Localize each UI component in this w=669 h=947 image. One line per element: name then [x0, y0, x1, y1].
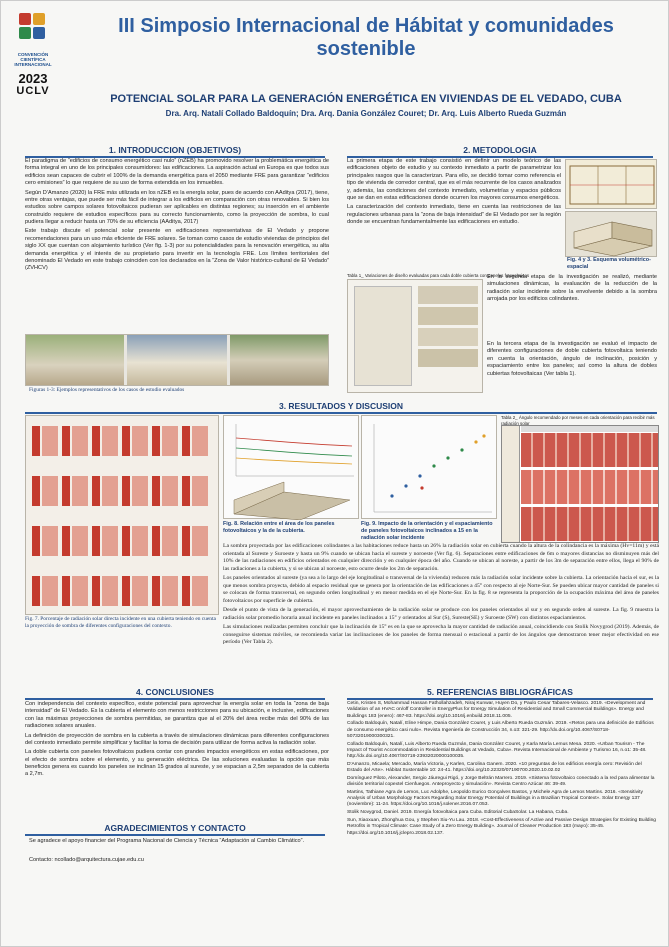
- fig8-caption: Fig. 8. Relación entre el área de los paneles fotovoltaicos y la de la cubierta.: [223, 521, 335, 534]
- logo-university: UCLV: [16, 84, 50, 97]
- fig8-chart: [223, 415, 359, 519]
- results-paragraph: La sombra proyectada por las edificaciones colindantes a las habitaciones reduce hasta un 26% la radiación solar en cubierta cuando la altura de la colindancia es la máxima (Hv=11m) y está orientada al Sureste y Suroeste y hasta un 9% cuando se ubican hacia el sureste y noroeste (Ver fig. 6). Separaciones entre edificaciones de 6m o mayores distancias no disminuyen más del 10% de las radiaciones en edificios orientados en cualquier dirección y en cualquier época del año. Cuando se ubican al noreste, a partir de los 3m de separación entre ellos, llega el 90% de las radiaciones a la cubierta, y si se ubican al noroeste, esto ocurre desde los 2m de separación.: [223, 543, 659, 572]
- table1-labels: [354, 286, 412, 386]
- symposium-title: III Simposio Internacional de Hábitat y comunidades sostenible: [118, 15, 614, 60]
- intro-text: [25, 158, 329, 330]
- fig4-plan-diagram: [565, 159, 657, 209]
- table1-diagram-4: [418, 349, 478, 367]
- results-paragraph: Los paneles orientados al sureste (ya sea a lo largo del eje longitudinal o transversal de la vivienda) reducen más la radiación solar incidente sobre la cubierta. La orientación hacia el sur, es la que menos sombra proyecta, debido al espacio residual que se genera por la orientación de las edificaciones a 45° con respecto al eje Norte-Sur. Se pueden ubicar mayor cantidad de paneles si se colocan de forma transversal, en segundo orden longitudinal y en menor medida en el eje Norte-Sur. En la fig. 8 se representa la proporción de la ocupación máxima del área de paneles fotovoltaicos por superficie de cubierta.: [223, 575, 659, 604]
- reference-item: Stolik Novygrod, Daniel. 2019. Energía fotovoltaica para Cuba. Editorial CubaSolar. La Habana, Cuba.: [347, 810, 569, 816]
- table2-recommended-angles: [501, 425, 659, 543]
- table1-diagram-2: [418, 307, 478, 325]
- table2-block-3: [521, 507, 658, 541]
- reference-item: Collado Baldoquín, Natalí, Luis Alberto Rueda Guzmán, Dania González Couret, y Karla María Lemus Mesa. 2020. «Urban Tourism - The Impact of Tourist Accommodation in Residential Buildings at Vedado, Cuba». Revista Internacional de Ambiente y Turismo 16, n.o1: 35-48. http://dx.doi.org/10.4067/S0718-23932020000100035.: [347, 741, 647, 760]
- method-heading: 2. METODOLOGIA: [347, 145, 653, 158]
- case-study-photos: [25, 334, 329, 386]
- intro-paragraph: Este trabajo discute el potencial solar presente en edificaciones representativas de El Vedado y propone recomendaciones para un uso más eficiente de FRE solares. Se toman como casos de estudio viviendas de principios del siglo XX que cuentan con alojamiento turístico (Ver fig. 1-3) por su potencialidades para la renovación energética, su alta demanda energética y el interés de su propietario para invertir en la tecnología FRE. Los límites territoriales del denominado El Vedado en este trabajo coinciden con los declarados en la “Zona de Valor histórico-cultural de El Vedado” (ZVHCV): [25, 228, 329, 272]
- volumetric-svg: [566, 212, 658, 258]
- reference-item: D'Amanzo, Micaela; Mercado, María Victoria, y Karlen, Carolina Ganem. 2020. «10 preguntas de los edificios energía cero: Revisión del Estado del Arte». Hábitat Sustentable 10: 24-41. https://doi.org/10.22320/07190700.2020.10.02.02: [347, 761, 642, 774]
- fig8-svg: [224, 416, 360, 520]
- reference-item: Sun, Xiaoxuan, Zhonghua Gou, y Stephen Siu-Yu Lau. 2018. «Cost-Effectiveness of Active and Passive Design Strategies for Existing Building Retrofits in Tropical Climate: Case Study of a Zero Energy Building». Journal of Cleaner Production 183 (mayo): 35-45. https://doi.org/10.1016/j.jclepro.2018.02.137.: [347, 818, 657, 836]
- logo-org-text: CONVENCIÓN CIENTÍFICA INTERNACIONAL: [14, 52, 52, 67]
- results-paragraph: Las simulaciones realizadas permiten concluir que la inclinación de 15° es en la que se aprovecha la mayor cantidad de radiación anual, coincidiendo con Stolik Novygrod (2019). Además, de conseguirse sistemas móviles, se recomienda variar las inclinaciones de los paneles de forma mensual o estacional a partir de los ángulos que demostraron tener mejor efectividad en ese período (Ver Tabla 2).: [223, 624, 659, 646]
- ack-text: Se agradece el apoyo financier del Programa Nacional de Ciencia y Técnica “Adaptación al Cambio Climático”.: [29, 838, 305, 844]
- contact-text: Contacto: ncollado@arquitectura.cujae.edu.cu: [29, 857, 144, 863]
- results-paragraph: Desde el punto de vista de la generación, el mayor aprovechamiento de la radiación solar se produce con los paneles orientados al sur y en segundo orden al sureste. La fig. 9 muestra la radiación solar promedio horaria anual incidente en paneles inclinados a 15° y orientados al Sur (S), Sureste(SE) y Suroeste (SW) con distintos espaciamientos.: [223, 607, 659, 621]
- conclusions-text: [25, 701, 329, 781]
- conclusions-heading: 4. CONCLUSIONES: [25, 687, 325, 700]
- method-paragraph: La caracterización del contexto inmediato, tiene en cuenta las restricciones de las regulaciones urbanas para la “zona de baja intensidad” de El Vedado por ser la región donde se encuentran fundamentalmente las edificaciones en estudio.: [347, 204, 561, 225]
- table2-header-row: [521, 426, 658, 432]
- intro-paragraph: El paradigma de “edificios de consumo energético casi nulo” (nZEB) ha promovido resolver la problemática energética de forma integral en uno de los principales consumidores: las edificaciones. La aspiración actual en Europa es que todos sus edificios sean capaces de cubrir el 100% de la demanda energética para el 2050 mediante FRE para garantizar “edificios cero emisiones” lo que requiere de su uso de forma extendida en los inmuebles.: [25, 158, 329, 187]
- fig9-caption: Fig. 9. Impacto de la orientación y el espaciamiento de paneles fotovoltaicos inclinados a 15 en la radiación solar incidente: [361, 521, 493, 541]
- conclusions-paragraph: La doble cubierta con paneles fotovoltaicos pudiera contar con grandes impactos energéticos en estas edificaciones, por el efecto de sombra sobre el elemento, y su generación eléctrica. De las soluciones evaluadas la opción que más beneficios genera es cuando los paneles se inclinan 15 grados al sureste, y se espacian a 2,5m separados de la cubierta a 2,7m.: [25, 749, 329, 778]
- fig5-volumetric-diagram: [565, 211, 657, 257]
- paper-title: POTENCIAL SOLAR PARA LA GENERACIÓN ENERGÉTICA EN VIVIENDAS DE EL VEDADO, CUBA: [110, 93, 622, 105]
- table1-diagram-3: [418, 328, 478, 346]
- intro-paragraph: Según D’Amanzo (2020) la FRE más utilizada en los nZEB es la energía solar, pues de acuerdo con AAditya (2017), tiene, entre otras ventajas, que puede ser más fácil de integrar a los edificios en comparación con otras renovables. Si bien los estudios sobre campos solares fotovoltaicos pudieran ser aplicables en distintas regiones; su inserción en el ambiente construido requiere de estudios específicos para su correcto funcionamiento, como la proyección de sombra, lo cual pudiera llegar a reducir hasta un 70% de su eficiencia (AAditya, 2017): [25, 189, 329, 225]
- method-text: [347, 158, 561, 270]
- method-stage3: En la tercera etapa de la investigación se evaluó el impacto de diferentes configuraciones de doble cubierta fotovoltaica teniendo en cuenta la orientación, ángulo de inclinación, posición y espaciamiento entre los paneles; así como la altura de dobles cubiertas fotovoltaicas (Ver tabla 1).: [487, 341, 657, 377]
- references-list: [347, 701, 657, 838]
- reference-item: Cetin, Kristen S, Mohammad Hassan Fathollahzadeh, Niraj Kunwar, Huyen Do, y Paulo Cesar Tabares-Velasco. 2019. «Development and Validation of an HVAC on/off Controller in EnergyPlus for Energy Simulation of Residential and Small Commercial Buildings». Energy and Buildings 183 (enero): 467-83. https://doi.org/10.1016/j.enbuild.2018.11.005.: [347, 701, 646, 719]
- fig7-caption: Fig. 7. Porcentaje de radiación solar directa incidente en una cubierta teniendo en cuenta la proyección de sombra de diferentes configuraciones del contexto.: [25, 616, 216, 629]
- case-photo-1: [26, 335, 124, 385]
- fig9-svg: [362, 416, 498, 520]
- logo-mark: [13, 9, 53, 49]
- results-heading: 3. RESULTADOS Y DISCUSION: [25, 401, 657, 414]
- fig9-chart: [361, 415, 497, 519]
- references-heading: 5. REFERENCIAS BIBLIOGRÁFICAS: [347, 687, 653, 700]
- fig1-3-caption: Figuras 1-3: Ejemplos representativos de los casos de estudio evaluados: [29, 387, 185, 393]
- table1-title: Tabla 1_ Variaciones de diseño evaluadas para cada doble cubierta con paneles fotovoltaicos: [347, 273, 530, 278]
- table2-block-2: [521, 470, 658, 504]
- method-paragraph: La primera etapa de este trabajo consistió en definir un modelo teórico de las edificaciones objeto de estudio y su contexto inmediato a partir de parametrizar los principales rasgos que la caracterizan. Para ello, se decidió tomar como referencia el tipo de vivienda de corredor central, que es el más recurrente de los casos analizados y, además, las condiciones del contexto inmediato, volumetrías y espacios públicos que se dan en estas edificaciones donde ocurren los mayores consumos energéticos.: [347, 158, 561, 201]
- authors: Dra. Arq. Natalí Collado Baldoquín; Dra. Arq. Dania González Couret; Dr. Arq. Luis Alberto Rueda Guzmán: [165, 109, 567, 118]
- reference-item: Domínguez Piloto, Alexander, Sergio Jáuregui Rigó, y Jorge Beltrán Marrero. 2019. «Sistema fotovoltaico conectado a la red para alimentar la división territorial copextel Cienfuegos. Anteproyecto y simulación». Revista Centro Azúcar 46: 39-49.: [347, 775, 655, 788]
- table1-design-variations: [347, 279, 483, 393]
- plan-diagram-svg: [566, 160, 658, 210]
- results-text: [223, 543, 659, 683]
- method-stage2: En la segunda etapa de la investigación se realizó, mediante simulaciones dinámicas, la evaluación de la reducción de la radiación solar incidente sobre la envolvente debido a la sombra arrojada por los edificios colindantes.: [487, 274, 657, 303]
- table1-diagram-1: [418, 286, 478, 304]
- ack-heading: AGRADECIMIENTOS Y CONTACTO: [25, 823, 325, 836]
- conclusions-paragraph: Con independencia del contexto específico, existe potencial para aprovechar la energía solar en toda la “zona de baja intensidad” de El Vedado. Es la cubierta el elemento con menos restricciones para su ubicación, e inclusive, edificaciones con las máximas proyecciones de sombra permitidas, se garantiza que al el 20% del área recibe más del 90% de las radiaciones solares anuales.: [25, 701, 329, 730]
- case-photo-2: [127, 335, 227, 385]
- event-logo: [9, 9, 57, 129]
- case-photo-3: [230, 335, 329, 385]
- table2-block-1: [521, 433, 658, 467]
- fig7-shadow-grid: [25, 415, 219, 615]
- reference-item: Collado Baldoquín, Natalí, Eline Himpe, Dania González Couret, y Luis Alberto Rueda Guzmán. 2019. «Retos para una definición de Edificios de consumo energético casi nulo». Revista Ingeniería de Construcción 34, n.o3: 321-29. http://dx.doi.org/10.4067/S0718-50732019000300321.: [347, 721, 654, 739]
- intro-heading: 1. INTRODUCCION (OBJETIVOS): [25, 145, 325, 158]
- fig7-svg: [26, 416, 220, 616]
- fig4-5-caption: Fig. 4 y 3. Esquema volumétrico-espacial: [567, 257, 651, 270]
- table2-title: Tabla 2_ Ángulo recomendado por meses en cada orientación para recibir más radiación solar: [501, 415, 655, 426]
- logo-year: 2023: [18, 70, 48, 86]
- conclusions-paragraph: La definición de proyección de sombra en la cubierta a través de simulaciones dinámicas para diferentes configuraciones del contexto inmediato permite simplificar y facilitar la toma de decisión para utilizar de forma activa la radiación solar.: [25, 732, 329, 746]
- reference-item: Martins, Tathiane Agra de Lemos, Luc Adolphe, Leopoldo Eurico Gonçalves Bastos, y Michele Agra de Lemos Martins. 2016. «Sensitivity Analysis of Urban Morphology Factors Regarding Solar Energy Potential of Buildings in a Brazilian Tropical Context». Solar Energy 137 (noviembre): 11-24. https://doi.org/10.1016/j.solener.2016.07.053.: [347, 789, 643, 808]
- table2-orientation-column: [502, 426, 520, 542]
